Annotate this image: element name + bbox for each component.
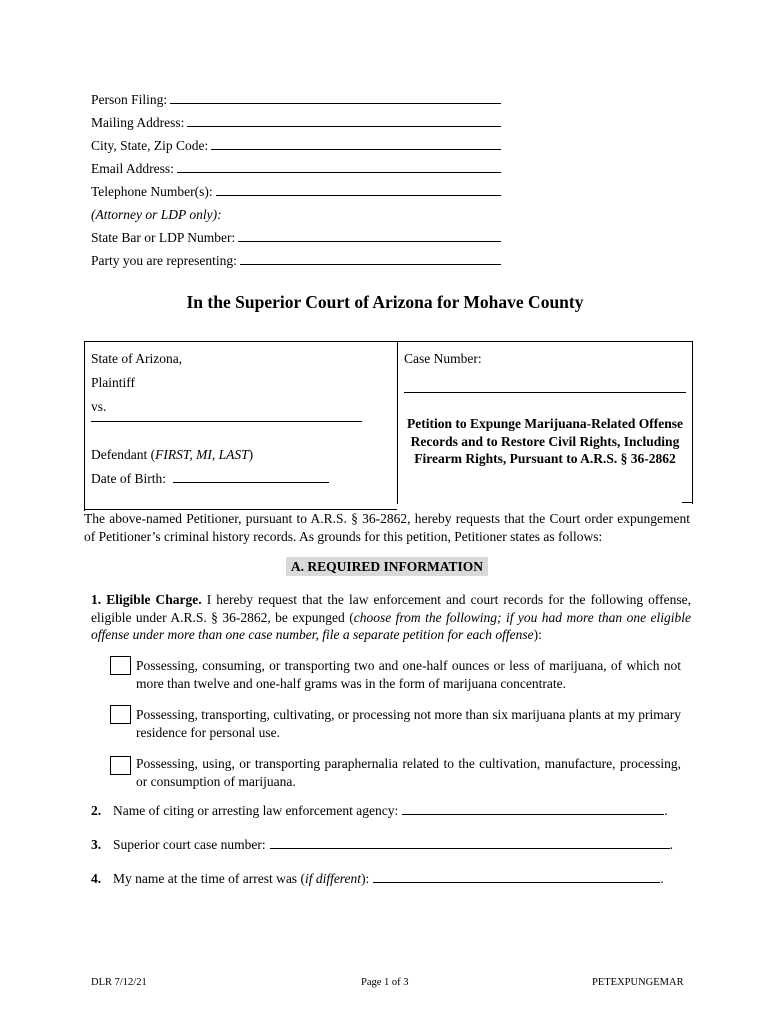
name-at-arrest-field[interactable] (373, 871, 660, 883)
person-filing-label: Person Filing: (91, 92, 168, 107)
option-3-checkbox[interactable] (110, 756, 131, 775)
option-1-checkbox[interactable] (110, 656, 131, 675)
defendant-label (91, 447, 253, 463)
telephone-label: Telephone Number(s): (91, 184, 213, 199)
plaintiff-label: Plaintiff (91, 375, 136, 390)
dob-field[interactable] (173, 472, 329, 483)
case-number-field[interactable] (404, 379, 686, 393)
defendant-name-field[interactable] (91, 421, 362, 422)
person-filing-field[interactable] (170, 92, 501, 104)
court-title: In the Superior Court of Arizona for Mohave County (186, 292, 584, 312)
section-a-heading: A. REQUIRED INFORMATION (286, 557, 488, 576)
footer-form-code: PETEXPUNGEMAR (592, 977, 684, 988)
dob-label: Date of Birth: (91, 471, 166, 486)
item-4-end: . (660, 871, 664, 886)
option-2-text: Possessing, transporting, cultivating, or processing not more than six marijuana plants at my primary residence for personal use. (136, 707, 681, 740)
item-1-eligible-charge (91, 591, 691, 644)
attorney-note-line (91, 207, 501, 230)
item-2-number: 2. (91, 803, 102, 818)
defendant-label-hint: FIRST, MI, LAST (155, 447, 249, 462)
person-filing-line (91, 92, 501, 115)
mailing-address-label: Mailing Address: (91, 115, 185, 130)
item-1-end: ): (533, 627, 542, 642)
item-3-number: 3. (91, 837, 102, 852)
item-4-number: 4. (91, 871, 102, 886)
plaintiff-name: State of Arizona, (91, 351, 183, 366)
item-4-label-end: ): (361, 871, 370, 886)
petition-title: Petition to Expunge Marijuana-Related Offense Records and to Restore Civil Rights, Including Firearm Rights, Pursuant to A.R.S. § 36-2862 (407, 416, 683, 466)
party-label: Party you are representing: (91, 253, 237, 268)
option-2-checkbox[interactable] (110, 705, 131, 724)
item-1-instructions: choose from the following; if you had more than one eligible offense under more than one case number, file a separate petition for each offense (91, 609, 691, 642)
email-line (91, 161, 501, 184)
vs-label: vs. (91, 399, 107, 414)
state-bar-field[interactable] (238, 230, 501, 242)
case-caption (84, 341, 692, 510)
party-field[interactable] (240, 253, 501, 265)
caption-right-tail-rule (682, 502, 692, 503)
option-1-text: Possessing, consuming, or transporting two and one-half ounces or less of marijuana, of which not more than twelve and one-half grams was in the form of marijuana concentrate. (136, 658, 681, 691)
email-label: Email Address: (91, 161, 174, 176)
item-1-text: I hereby request that the law enforcement and court records for the following offense, eligible under A.R.S. § 36-2862, be expunged ( (91, 592, 692, 625)
superior-court-case-field[interactable] (270, 837, 670, 849)
defendant-label-prefix: Defendant ( (91, 447, 156, 462)
city-state-zip-line (91, 138, 501, 161)
item-3-end: . (669, 837, 673, 852)
filer-info-block (91, 92, 501, 276)
telephone-line (91, 184, 501, 207)
item-3-label: Superior court case number: (113, 837, 266, 852)
party-line (91, 253, 501, 276)
defendant-label-suffix: ) (248, 447, 254, 462)
email-field[interactable] (177, 161, 501, 173)
item-4-label: My name at the time of arrest was ( (113, 871, 305, 886)
item-2-end: . (664, 803, 668, 818)
item-2-label: Name of citing or arresting law enforcement agency: (113, 803, 399, 818)
mailing-address-line (91, 115, 501, 138)
intro-paragraph: The above-named Petitioner, pursuant to A.R.S. § 36-2862, hereby requests that the Court order expungement of Petitioner’s criminal history records. As grounds for this petition, Petitioner states as follows: (84, 511, 690, 544)
item-2-agency (91, 803, 668, 819)
case-number-label: Case Number: (404, 351, 482, 366)
telephone-field[interactable] (216, 184, 501, 196)
item-3-case-number (91, 837, 673, 853)
city-state-zip-label: City, State, Zip Code: (91, 138, 209, 153)
option-3-text: Possessing, using, or transporting paraphernalia related to the cultivation, manufacture, processing, or consumption of marijuana. (136, 756, 681, 789)
city-state-zip-field[interactable] (211, 138, 501, 150)
state-bar-line (91, 230, 501, 253)
footer-page-number: Page 1 of 3 (361, 977, 409, 988)
agency-field[interactable] (402, 803, 664, 815)
footer-form-date: DLR 7/12/21 (91, 977, 147, 988)
state-bar-label: State Bar or LDP Number: (91, 230, 236, 245)
item-4-name-at-arrest (91, 871, 664, 887)
attorney-note: (Attorney or LDP only): (91, 207, 222, 222)
item-1-heading: 1. Eligible Charge. (91, 592, 202, 607)
item-4-hint: if different (304, 871, 362, 886)
mailing-address-field[interactable] (187, 115, 501, 127)
